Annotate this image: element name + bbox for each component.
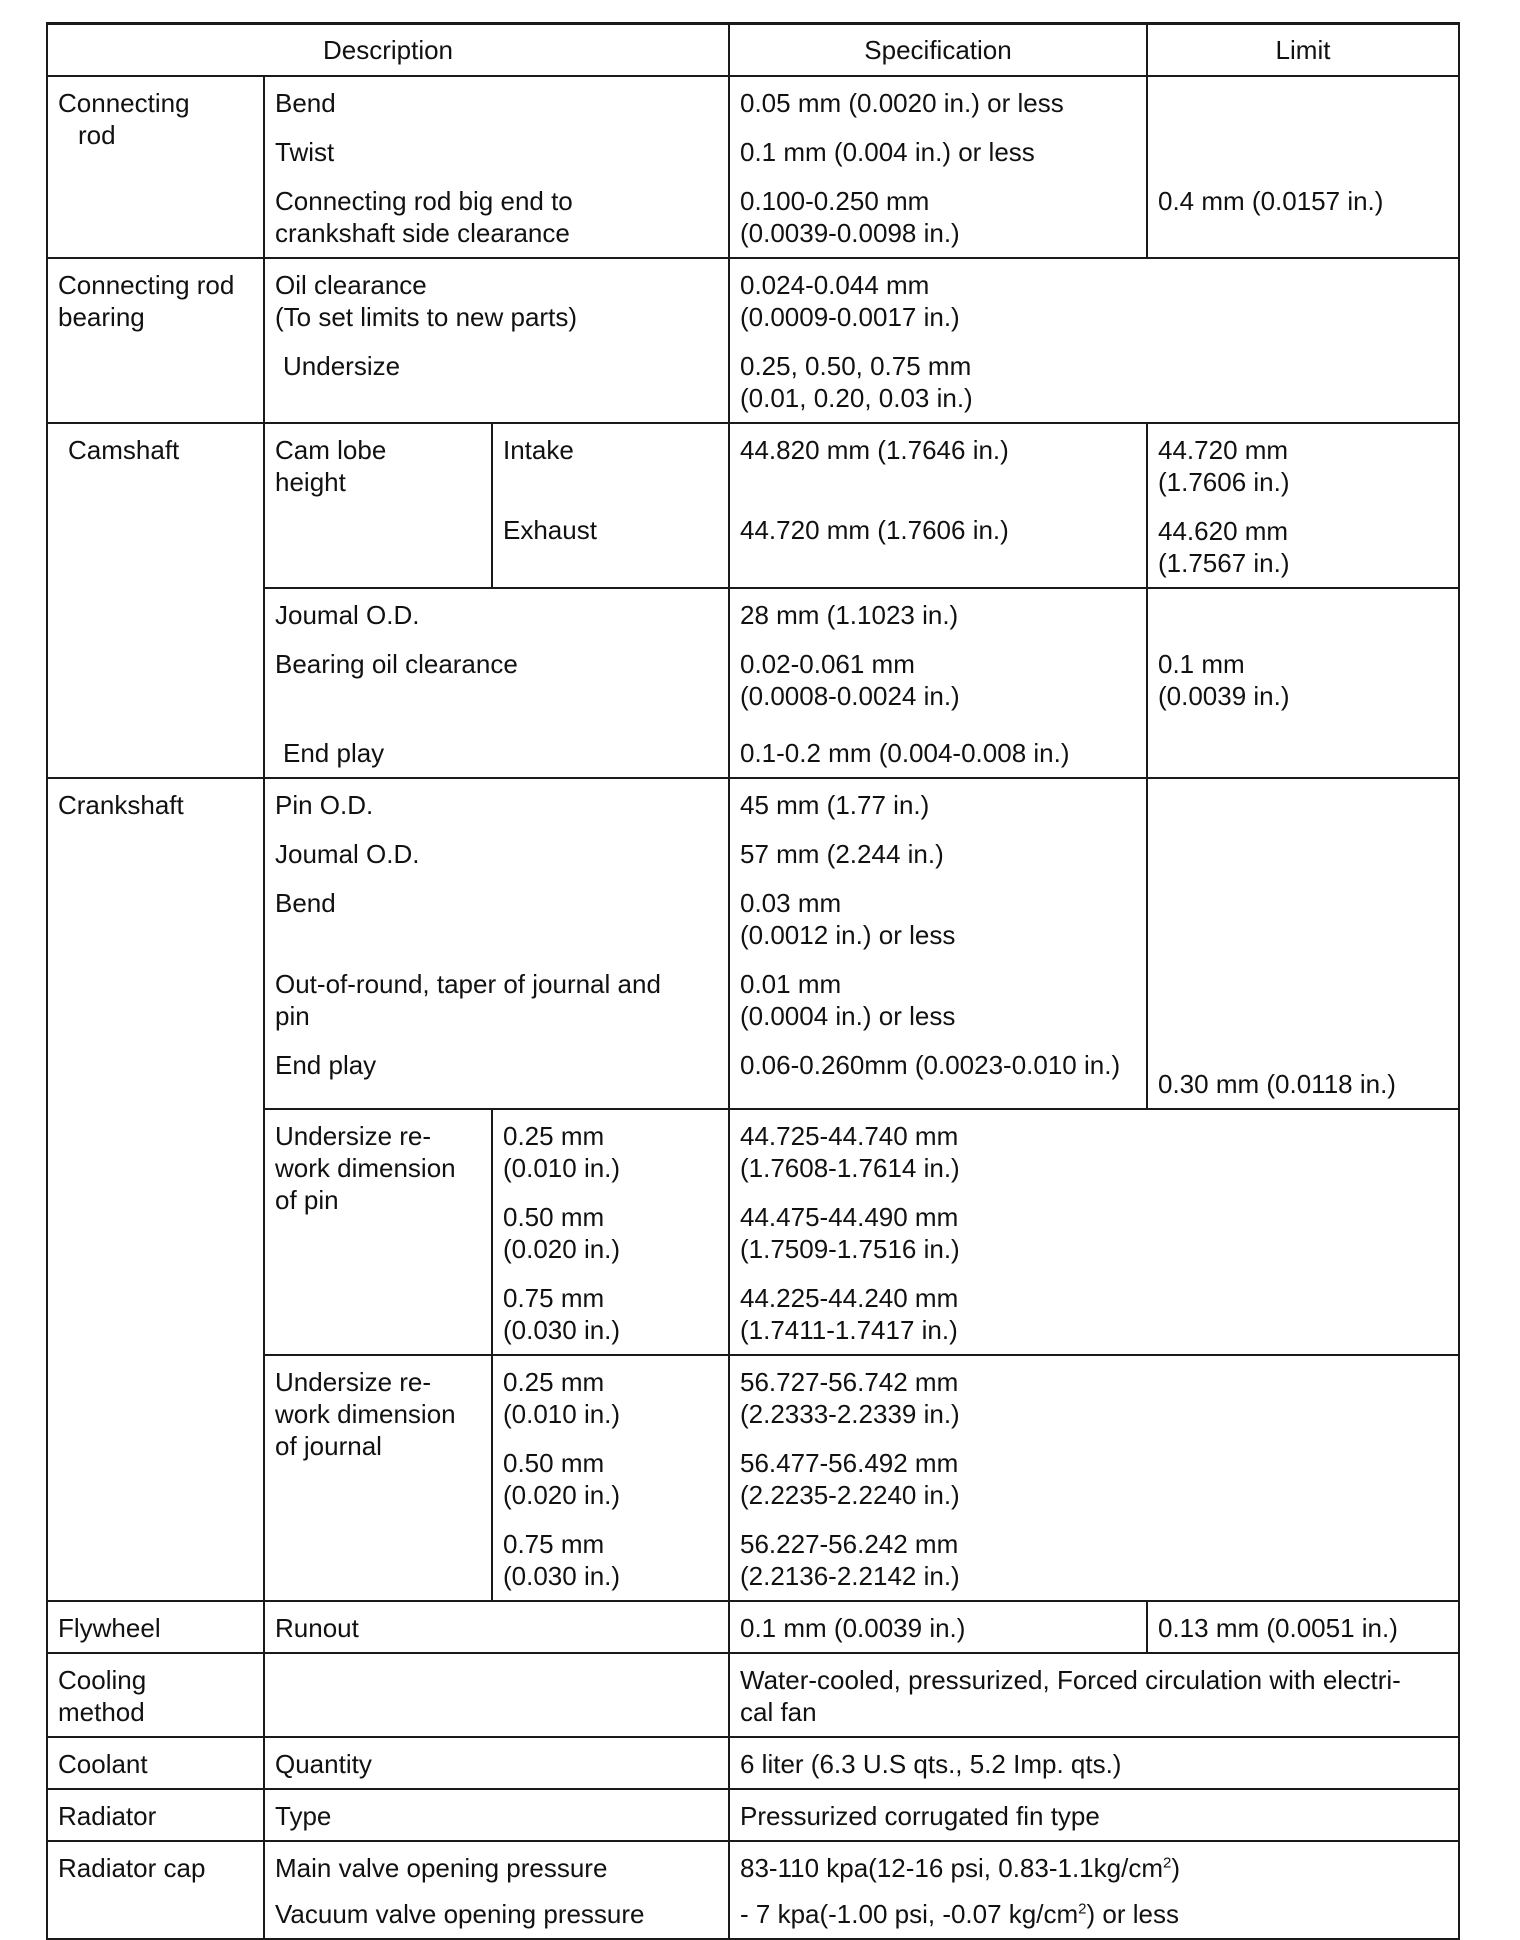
cam-lobe-limits	[1147, 423, 1459, 588]
undersize-pin-specs	[729, 1109, 1459, 1355]
row-flywheel	[47, 1601, 1459, 1653]
row-radiator	[47, 1789, 1459, 1841]
row-conrod-bearing	[47, 258, 1459, 423]
spec-quantity: 6 liter (6.3 U.S qts., 5.2 Imp. qts.)	[740, 1749, 1122, 1779]
item-runout: Runout	[275, 1613, 359, 1643]
journal-spec-050: 56.477-56.492 mm (2.2235-2.2240 in.)	[740, 1448, 960, 1510]
header-row	[47, 24, 1459, 77]
limit-runout: 0.13 mm (0.0051 in.)	[1158, 1613, 1398, 1643]
undersize-journal-label-cell	[264, 1355, 492, 1601]
label-crankshaft: Crankshaft	[58, 790, 184, 820]
row-crankshaft	[47, 778, 1459, 1109]
item-quantity: Quantity	[275, 1749, 372, 1779]
coolant-item-cell	[264, 1737, 729, 1789]
cam-journal-limits	[1147, 588, 1459, 778]
group-cooling-method	[47, 1653, 264, 1737]
row-cooling-method	[47, 1653, 1459, 1737]
group-flywheel	[47, 1601, 264, 1653]
crank-specs	[729, 778, 1147, 1109]
radiator-item-cell	[264, 1789, 729, 1841]
spec-main-valve-end: )	[1171, 1853, 1180, 1883]
group-radiator	[47, 1789, 264, 1841]
spec-vacuum-valve-text: - 7 kpa(-1.00 psi, -0.07 kg/cm	[740, 1899, 1079, 1929]
undersize-pin-label-cell	[264, 1109, 492, 1355]
spec-main-valve-text: 83-110 kpa(12-16 psi, 0.83-1.1kg/cm	[740, 1853, 1163, 1883]
undersize-journal-sizes	[492, 1355, 729, 1601]
spec-table	[46, 22, 1460, 1940]
undersize-journal-specs	[729, 1355, 1459, 1601]
item-out-of-round: Out-of-round, taper of journal and pin	[275, 969, 661, 1031]
pin-size-025: 0.25 mm (0.010 in.)	[503, 1121, 621, 1183]
label-conrod-bearing: Connecting rod bearing	[58, 270, 235, 332]
item-pin-od: Pin O.D.	[275, 790, 374, 820]
conrod-limits	[1147, 76, 1459, 258]
cam-lobe-cell	[264, 423, 492, 588]
label-undersize-journal: Undersize re- work dimension of journal	[275, 1367, 456, 1461]
pin-size-075: 0.75 mm (0.030 in.)	[503, 1283, 621, 1345]
spec-vacuum-valve-sup: 2	[1078, 1900, 1087, 1918]
item-crank-bend: Bend	[275, 888, 336, 918]
header-description: Description	[47, 24, 729, 77]
item-cam-end-play: End play	[283, 738, 385, 768]
item-twist: Twist	[275, 137, 335, 167]
conrod-items	[264, 76, 729, 258]
spec-out-of-round: 0.01 mm (0.0004 in.) or less	[740, 969, 956, 1031]
label-undersize-pin: Undersize re- work dimension of pin	[275, 1121, 456, 1215]
spec-pin-od: 45 mm (1.77 in.)	[740, 790, 930, 820]
conrod-specs	[729, 76, 1147, 258]
cam-lobe-types	[492, 423, 729, 588]
cam-lobe-specs	[729, 423, 1147, 588]
item-cam-lobe: Cam lobe height	[275, 435, 387, 497]
group-crankshaft	[47, 778, 264, 1601]
header-limit: Limit	[1147, 24, 1459, 77]
label-radiator: Radiator	[58, 1801, 157, 1831]
spec-runout: 0.1 mm (0.0039 in.)	[740, 1613, 966, 1643]
journal-size-050: 0.50 mm (0.020 in.)	[503, 1448, 621, 1510]
row-coolant	[47, 1737, 1459, 1789]
limit-bearing-oil-clearance: 0.1 mm (0.0039 in.)	[1158, 649, 1290, 711]
label-radiator-cap: Radiator cap	[58, 1853, 206, 1883]
item-bearing-oil-clearance: Bearing oil clearance	[275, 649, 518, 679]
undersize-pin-sizes	[492, 1109, 729, 1355]
spec-exhaust: 44.720 mm (1.7606 in.)	[740, 515, 1009, 545]
journal-size-025: 0.25 mm (0.010 in.)	[503, 1367, 621, 1429]
pin-size-050: 0.50 mm (0.020 in.)	[503, 1202, 621, 1264]
spec-cam-end-play: 0.1-0.2 mm (0.004-0.008 in.)	[740, 738, 1070, 768]
spec-cooling-method: Water-cooled, pressurized, Forced circulation with electri- cal fan	[740, 1665, 1401, 1727]
pin-spec-050: 44.475-44.490 mm (1.7509-1.7516 in.)	[740, 1202, 960, 1264]
limit-crank-end-play: 0.30 mm (0.0118 in.)	[1158, 1069, 1396, 1099]
crank-limits	[1147, 778, 1459, 1109]
spec-vacuum-valve-end: ) or less	[1086, 1899, 1179, 1929]
cam-journal-items	[264, 588, 729, 778]
spec-undersize: 0.25, 0.50, 0.75 mm (0.01, 0.20, 0.03 in.)	[740, 351, 973, 413]
spec-type: Pressurized corrugated fin type	[740, 1801, 1100, 1831]
row-radiator-cap	[47, 1841, 1459, 1939]
journal-size-075: 0.75 mm (0.030 in.)	[503, 1529, 621, 1591]
item-type: Type	[275, 1801, 332, 1831]
radiator-spec-cell	[729, 1789, 1459, 1841]
limit-intake: 44.720 mm (1.7606 in.)	[1158, 435, 1290, 497]
journal-spec-075: 56.227-56.242 mm (2.2136-2.2142 in.)	[740, 1529, 960, 1591]
coolant-spec-cell	[729, 1737, 1459, 1789]
label-camshaft: Camshaft	[68, 435, 180, 465]
group-conrod-bearing	[47, 258, 264, 423]
item-oil-clearance: Oil clearance (To set limits to new parts)	[275, 270, 577, 332]
label-connecting-rod: Connecting rod	[58, 88, 190, 150]
cam-journal-specs	[729, 588, 1147, 778]
spec-oil-clearance: 0.024-0.044 mm (0.0009-0.0017 in.)	[740, 270, 960, 332]
item-crank-journal: Joumal O.D.	[275, 839, 420, 869]
cooling-item-cell	[264, 1653, 729, 1737]
pin-spec-025: 44.725-44.740 mm (1.7608-1.7614 in.)	[740, 1121, 960, 1183]
item-main-valve: Main valve opening pressure	[275, 1853, 608, 1883]
spec-intake: 44.820 mm (1.7646 in.)	[740, 435, 1009, 465]
row-cam-lobe	[47, 423, 1459, 588]
spec-side-clearance: 0.100-0.250 mm (0.0039-0.0098 in.)	[740, 186, 960, 248]
limit-exhaust: 44.620 mm (1.7567 in.)	[1158, 516, 1290, 578]
flywheel-spec-cell	[729, 1601, 1147, 1653]
limit-side-clearance: 0.4 mm (0.0157 in.)	[1158, 186, 1384, 216]
item-bend: Bend	[275, 88, 336, 118]
label-cooling-method: Cooling method	[58, 1665, 147, 1727]
spec-bend: 0.05 mm (0.0020 in.) or less	[740, 88, 1064, 118]
item-crank-end-play: End play	[275, 1050, 377, 1080]
group-camshaft	[47, 423, 264, 778]
spec-twist: 0.1 mm (0.004 in.) or less	[740, 137, 1035, 167]
cap-specs	[729, 1841, 1459, 1939]
cooling-spec-cell	[729, 1653, 1459, 1737]
spec-bearing-oil-clearance: 0.02-0.061 mm (0.0008-0.0024 in.)	[740, 649, 960, 711]
spec-crank-end-play: 0.06-0.260mm (0.0023-0.010 in.)	[740, 1050, 1121, 1080]
label-flywheel: Flywheel	[58, 1613, 161, 1643]
spec-crank-bend: 0.03 mm (0.0012 in.) or less	[740, 888, 956, 950]
pin-spec-075: 44.225-44.240 mm (1.7411-1.7417 in.)	[740, 1283, 959, 1345]
flywheel-item-cell	[264, 1601, 729, 1653]
item-vacuum-valve: Vacuum valve opening pressure	[275, 1899, 645, 1929]
row-connecting-rod	[47, 76, 1459, 258]
item-cam-journal: Joumal O.D.	[275, 600, 420, 630]
group-connecting-rod	[47, 76, 264, 258]
cap-items	[264, 1841, 729, 1939]
spec-main-valve	[740, 1852, 1448, 1884]
item-undersize: Undersize	[283, 351, 401, 381]
spec-main-valve-sup: 2	[1162, 1854, 1172, 1872]
label-coolant: Coolant	[58, 1749, 148, 1779]
item-exhaust: Exhaust	[503, 515, 597, 545]
item-side-clearance: Connecting rod big end to crankshaft side clearance	[275, 186, 573, 248]
crank-items	[264, 778, 729, 1109]
header-specification: Specification	[729, 24, 1147, 77]
item-intake: Intake	[503, 435, 574, 465]
group-radiator-cap	[47, 1841, 264, 1939]
spec-crank-journal: 57 mm (2.244 in.)	[740, 839, 944, 869]
flywheel-limit-cell	[1147, 1601, 1459, 1653]
group-coolant	[47, 1737, 264, 1789]
bearing-specs	[729, 258, 1459, 423]
bearing-items	[264, 258, 729, 423]
spec-vacuum-valve	[740, 1898, 1448, 1930]
journal-spec-025: 56.727-56.742 mm (2.2333-2.2339 in.)	[740, 1367, 960, 1429]
spec-cam-journal: 28 mm (1.1023 in.)	[740, 600, 959, 630]
